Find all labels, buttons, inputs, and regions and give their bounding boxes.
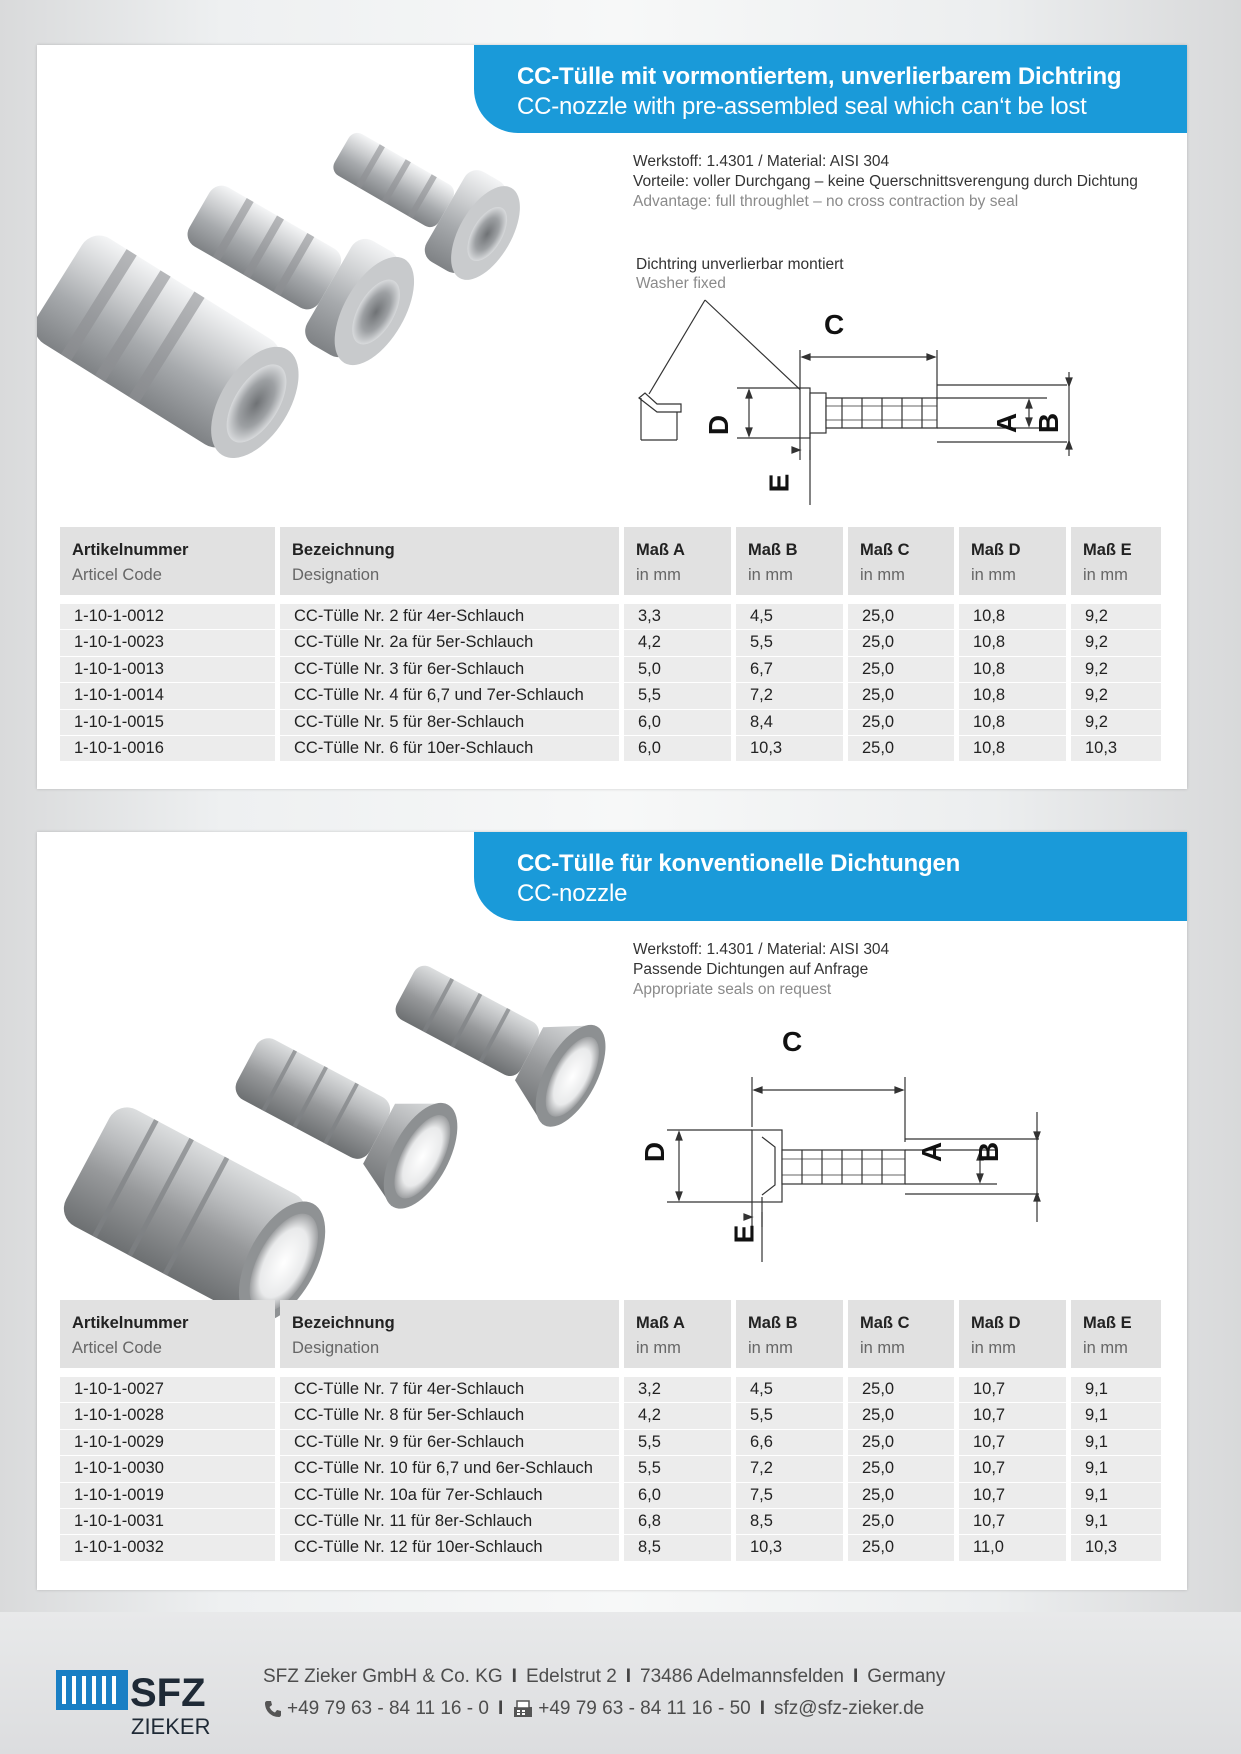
column-header-sub: in mm xyxy=(636,566,681,584)
material-info xyxy=(633,152,1138,212)
table-row xyxy=(60,1402,1161,1428)
table-cell: 25,0 xyxy=(848,656,954,682)
column-header-main: Maß B xyxy=(748,541,798,559)
table-cell: 6,0 xyxy=(624,709,731,735)
table-cell: 10,7 xyxy=(959,1402,1066,1428)
table-row xyxy=(60,603,1161,629)
table-cell: 9,1 xyxy=(1071,1402,1161,1428)
column-header xyxy=(848,527,954,595)
table-cell: 25,0 xyxy=(848,1376,954,1402)
material-text: Werkstoff: 1.4301 / Material: AISI 304 xyxy=(633,153,890,170)
table-cell: 4,2 xyxy=(624,629,731,655)
column-header xyxy=(1071,527,1161,595)
table-cell: 10,8 xyxy=(959,603,1066,629)
table-row xyxy=(60,1455,1161,1481)
table-row xyxy=(60,1376,1161,1402)
table-cell: 1-10-1-0031 xyxy=(60,1508,275,1534)
table-cell: 5,0 xyxy=(624,656,731,682)
separator: I xyxy=(511,1666,517,1687)
header-spacer xyxy=(60,595,1161,603)
table-cell: 25,0 xyxy=(848,603,954,629)
table-cell: 3,3 xyxy=(624,603,731,629)
email-link[interactable]: sfz@sfz-zieker.de xyxy=(774,1698,925,1719)
table-cell: 10,8 xyxy=(959,682,1066,708)
table-row xyxy=(60,1534,1161,1560)
column-header-sub: in mm xyxy=(1083,1339,1128,1357)
column-header-sub: in mm xyxy=(860,566,905,584)
table-cell: 8,5 xyxy=(736,1508,843,1534)
dim-label-b: B xyxy=(973,1141,1005,1163)
table-cell: 9,2 xyxy=(1071,656,1161,682)
dim-label-c: C xyxy=(824,309,845,340)
dim-label-d: D xyxy=(703,414,735,436)
column-header xyxy=(280,527,619,595)
table-cell: 25,0 xyxy=(848,1429,954,1455)
table-cell: 4,2 xyxy=(624,1402,731,1428)
column-header xyxy=(959,527,1066,595)
spacer-cell xyxy=(1071,595,1161,603)
table-header-row xyxy=(60,527,1161,595)
table-row xyxy=(60,1508,1161,1534)
column-header-sub: in mm xyxy=(1083,566,1128,584)
table-cell: 6,0 xyxy=(624,1482,731,1508)
separator: I xyxy=(852,1666,859,1687)
table-cell: 25,0 xyxy=(848,1482,954,1508)
spacer-cell xyxy=(624,1368,731,1376)
spacer-cell xyxy=(848,1368,954,1376)
table-cell: 1-10-1-0019 xyxy=(60,1482,275,1508)
table-cell: 1-10-1-0023 xyxy=(60,629,275,655)
table-cell: 25,0 xyxy=(848,629,954,655)
product-photo xyxy=(37,932,657,1332)
table-cell: 1-10-1-0029 xyxy=(60,1429,275,1455)
dim-label-a: A xyxy=(991,412,1023,434)
table-cell: CC-Tülle Nr. 10a für 7er-Schlauch xyxy=(280,1482,619,1508)
spacer-cell xyxy=(280,595,619,603)
table-cell: CC-Tülle Nr. 10 für 6,7 und 6er-Schlauch xyxy=(280,1455,619,1481)
title-de: CC-Tülle mit vormontiertem, unverlierbarem Dichtring xyxy=(517,63,1122,90)
column-header xyxy=(959,1300,1066,1368)
title-de: CC-Tülle für konventionelle Dichtungen xyxy=(517,850,961,877)
column-header xyxy=(736,527,843,595)
street: Edelstrut 2 xyxy=(525,1666,617,1687)
table-cell: 6,8 xyxy=(624,1508,731,1534)
spacer-cell xyxy=(624,595,731,603)
column-header xyxy=(736,1300,843,1368)
table-row xyxy=(60,1482,1161,1508)
column-header xyxy=(624,527,731,595)
table-cell: 10,8 xyxy=(959,656,1066,682)
table-cell: CC-Tülle Nr. 12 für 10er-Schlauch xyxy=(280,1534,619,1560)
column-header-main: Bezeichnung xyxy=(292,1314,395,1332)
table-cell: 9,1 xyxy=(1071,1508,1161,1534)
column-header-sub: in mm xyxy=(971,1339,1016,1357)
dim-label-e: E xyxy=(763,473,795,493)
column-header-main: Maß B xyxy=(748,1314,798,1332)
table-cell: 11,0 xyxy=(959,1534,1066,1560)
table-cell: 1-10-1-0016 xyxy=(60,735,275,761)
table-cell: 9,2 xyxy=(1071,682,1161,708)
table-cell: 10,7 xyxy=(959,1455,1066,1481)
contact-line xyxy=(263,1698,924,1720)
dim-label-e: E xyxy=(728,1224,760,1244)
seal-label-en: Washer fixed xyxy=(636,275,726,292)
column-header-sub: in mm xyxy=(748,566,793,584)
column-header-main: Artikelnummer xyxy=(72,1314,189,1332)
table-cell: 9,1 xyxy=(1071,1482,1161,1508)
spec-table xyxy=(55,1300,1166,1561)
fax-icon xyxy=(512,1699,534,1719)
column-header-sub: in mm xyxy=(860,1339,905,1357)
column-header-main: Maß E xyxy=(1083,541,1132,559)
table-cell: 10,7 xyxy=(959,1482,1066,1508)
table-cell: 1-10-1-0027 xyxy=(60,1376,275,1402)
table-cell: 9,1 xyxy=(1071,1455,1161,1481)
column-header-main: Maß E xyxy=(1083,1314,1132,1332)
column-header-main: Maß D xyxy=(971,1314,1021,1332)
table-row xyxy=(60,629,1161,655)
table-cell: 1-10-1-0012 xyxy=(60,603,275,629)
table-cell: CC-Tülle Nr. 6 für 10er-Schlauch xyxy=(280,735,619,761)
table-cell: 7,2 xyxy=(736,682,843,708)
table-cell: CC-Tülle Nr. 2 für 4er-Schlauch xyxy=(280,603,619,629)
column-header-main: Artikelnummer xyxy=(72,541,189,559)
column-header-sub: Designation xyxy=(292,1339,380,1357)
header-spacer xyxy=(60,1368,1161,1376)
spacer-cell xyxy=(959,1368,1066,1376)
title-en: CC-nozzle xyxy=(517,880,628,907)
material-text: Werkstoff: 1.4301 / Material: AISI 304 xyxy=(633,941,890,958)
column-header-sub: Articel Code xyxy=(72,1339,162,1357)
country: Germany xyxy=(867,1666,946,1687)
table-cell: 10,3 xyxy=(1071,735,1161,761)
table-cell: CC-Tülle Nr. 8 für 5er-Schlauch xyxy=(280,1402,619,1428)
spacer-cell xyxy=(1071,1368,1161,1376)
spacer-cell xyxy=(736,1368,843,1376)
table-cell: 9,1 xyxy=(1071,1429,1161,1455)
table-cell: 5,5 xyxy=(736,629,843,655)
table-cell: 25,0 xyxy=(848,682,954,708)
table-row xyxy=(60,682,1161,708)
table-cell: 10,8 xyxy=(959,629,1066,655)
table-cell: 4,5 xyxy=(736,603,843,629)
spacer-cell xyxy=(959,595,1066,603)
material-info xyxy=(633,940,889,1000)
table-cell: 7,2 xyxy=(736,1455,843,1481)
separator: I xyxy=(625,1666,632,1687)
table-cell: CC-Tülle Nr. 11 für 8er-Schlauch xyxy=(280,1508,619,1534)
table-cell: CC-Tülle Nr. 5 für 8er-Schlauch xyxy=(280,709,619,735)
table-row xyxy=(60,735,1161,761)
product-photo xyxy=(37,105,597,545)
seals-de: Passende Dichtungen auf Anfrage xyxy=(633,961,869,978)
separator: I xyxy=(497,1698,504,1719)
column-header-main: Maß C xyxy=(860,541,910,559)
footer xyxy=(0,1612,1241,1754)
product-panel-1 xyxy=(37,45,1187,789)
title-en: CC-nozzle with pre-assembled seal which can‘t be lost xyxy=(517,93,1087,120)
spacer-cell xyxy=(60,595,275,603)
column-header-main: Maß A xyxy=(636,1314,685,1332)
table-cell: 10,3 xyxy=(736,1534,843,1560)
table-row xyxy=(60,709,1161,735)
spec-table xyxy=(55,527,1166,761)
technical-drawing xyxy=(667,1047,1177,1287)
column-header-sub: in mm xyxy=(748,1339,793,1357)
seal-label-de: Dichtring unverlierbar montiert xyxy=(636,256,844,273)
table-cell: 10,8 xyxy=(959,735,1066,761)
seals-en: Appropriate seals on request xyxy=(633,981,832,998)
column-header xyxy=(60,527,275,595)
table-cell: 9,2 xyxy=(1071,603,1161,629)
table-cell: 6,7 xyxy=(736,656,843,682)
table-cell: 3,2 xyxy=(624,1376,731,1402)
table-cell: 25,0 xyxy=(848,1402,954,1428)
address-line xyxy=(263,1666,945,1688)
table-cell: 6,6 xyxy=(736,1429,843,1455)
table-cell: 25,0 xyxy=(848,1508,954,1534)
dim-label-d: D xyxy=(639,1141,671,1163)
column-header-sub: Designation xyxy=(292,566,380,584)
column-header xyxy=(624,1300,731,1368)
table-cell: 1-10-1-0015 xyxy=(60,709,275,735)
title-banner xyxy=(474,832,1187,921)
table-cell: 1-10-1-0028 xyxy=(60,1402,275,1428)
table-cell: 10,3 xyxy=(1071,1534,1161,1560)
column-header-sub: in mm xyxy=(636,1339,681,1357)
table-cell: 1-10-1-0030 xyxy=(60,1455,275,1481)
advantage-de: Vorteile: voller Durchgang – keine Querschnittsverengung durch Dichtung xyxy=(633,173,1138,190)
dim-label-b: B xyxy=(1033,412,1065,434)
table-cell: CC-Tülle Nr. 4 für 6,7 und 7er-Schlauch xyxy=(280,682,619,708)
logo-text-main: SFZ xyxy=(130,1671,206,1715)
table-cell: 25,0 xyxy=(848,735,954,761)
table-cell: 9,1 xyxy=(1071,1376,1161,1402)
table-cell: 10,7 xyxy=(959,1376,1066,1402)
table-cell: 1-10-1-0013 xyxy=(60,656,275,682)
spacer-cell xyxy=(736,595,843,603)
table-cell: 5,5 xyxy=(624,1429,731,1455)
table-row xyxy=(60,1429,1161,1455)
table-cell: 7,5 xyxy=(736,1482,843,1508)
table-cell: 10,8 xyxy=(959,709,1066,735)
table-cell: 25,0 xyxy=(848,709,954,735)
table-cell: CC-Tülle Nr. 2a für 5er-Schlauch xyxy=(280,629,619,655)
column-header-sub: Articel Code xyxy=(72,566,162,584)
company-logo xyxy=(56,1668,218,1736)
table-header-row xyxy=(60,1300,1161,1368)
column-header-main: Bezeichnung xyxy=(292,541,395,559)
table-cell: 5,5 xyxy=(624,1455,731,1481)
table-cell: 25,0 xyxy=(848,1455,954,1481)
column-header xyxy=(848,1300,954,1368)
table-cell: CC-Tülle Nr. 9 für 6er-Schlauch xyxy=(280,1429,619,1455)
city: 73486 Adelmannsfelden xyxy=(640,1666,844,1687)
table-cell: CC-Tülle Nr. 3 für 6er-Schlauch xyxy=(280,656,619,682)
table-cell: 4,5 xyxy=(736,1376,843,1402)
fax-number: +49 79 63 - 84 11 16 - 50 xyxy=(538,1698,751,1719)
column-header-sub: in mm xyxy=(971,566,1016,584)
column-header xyxy=(1071,1300,1161,1368)
table-cell: 5,5 xyxy=(624,682,731,708)
advantage-en: Advantage: full throughlet – no cross contraction by seal xyxy=(633,193,1019,210)
spacer-cell xyxy=(848,595,954,603)
spacer-cell xyxy=(280,1368,619,1376)
dim-label-c: C xyxy=(782,1026,803,1057)
table-cell: 9,2 xyxy=(1071,709,1161,735)
separator: I xyxy=(759,1698,766,1719)
table-cell: 8,5 xyxy=(624,1534,731,1560)
column-header-main: Maß C xyxy=(860,1314,910,1332)
table-cell: 1-10-1-0014 xyxy=(60,682,275,708)
table-cell: 9,2 xyxy=(1071,629,1161,655)
company-name: SFZ Zieker GmbH & Co. KG xyxy=(263,1666,503,1687)
table-cell: 5,5 xyxy=(736,1402,843,1428)
phone-icon xyxy=(263,1699,283,1719)
column-header xyxy=(280,1300,619,1368)
column-header-main: Maß A xyxy=(636,541,685,559)
table-cell: 10,3 xyxy=(736,735,843,761)
spacer-cell xyxy=(60,1368,275,1376)
table-cell: 25,0 xyxy=(848,1534,954,1560)
table-cell: 6,0 xyxy=(624,735,731,761)
dim-label-a: A xyxy=(916,1141,948,1163)
table-row xyxy=(60,656,1161,682)
table-cell: 10,7 xyxy=(959,1429,1066,1455)
logo-text-sub: ZIEKER xyxy=(131,1714,211,1736)
column-header-main: Maß D xyxy=(971,541,1021,559)
column-header xyxy=(60,1300,275,1368)
table-cell: 8,4 xyxy=(736,709,843,735)
product-panel-2 xyxy=(37,832,1187,1590)
table-cell: 10,7 xyxy=(959,1508,1066,1534)
table-cell: 1-10-1-0032 xyxy=(60,1534,275,1560)
phone-number: +49 79 63 - 84 11 16 - 0 xyxy=(287,1698,489,1719)
table-cell: CC-Tülle Nr. 7 für 4er-Schlauch xyxy=(280,1376,619,1402)
